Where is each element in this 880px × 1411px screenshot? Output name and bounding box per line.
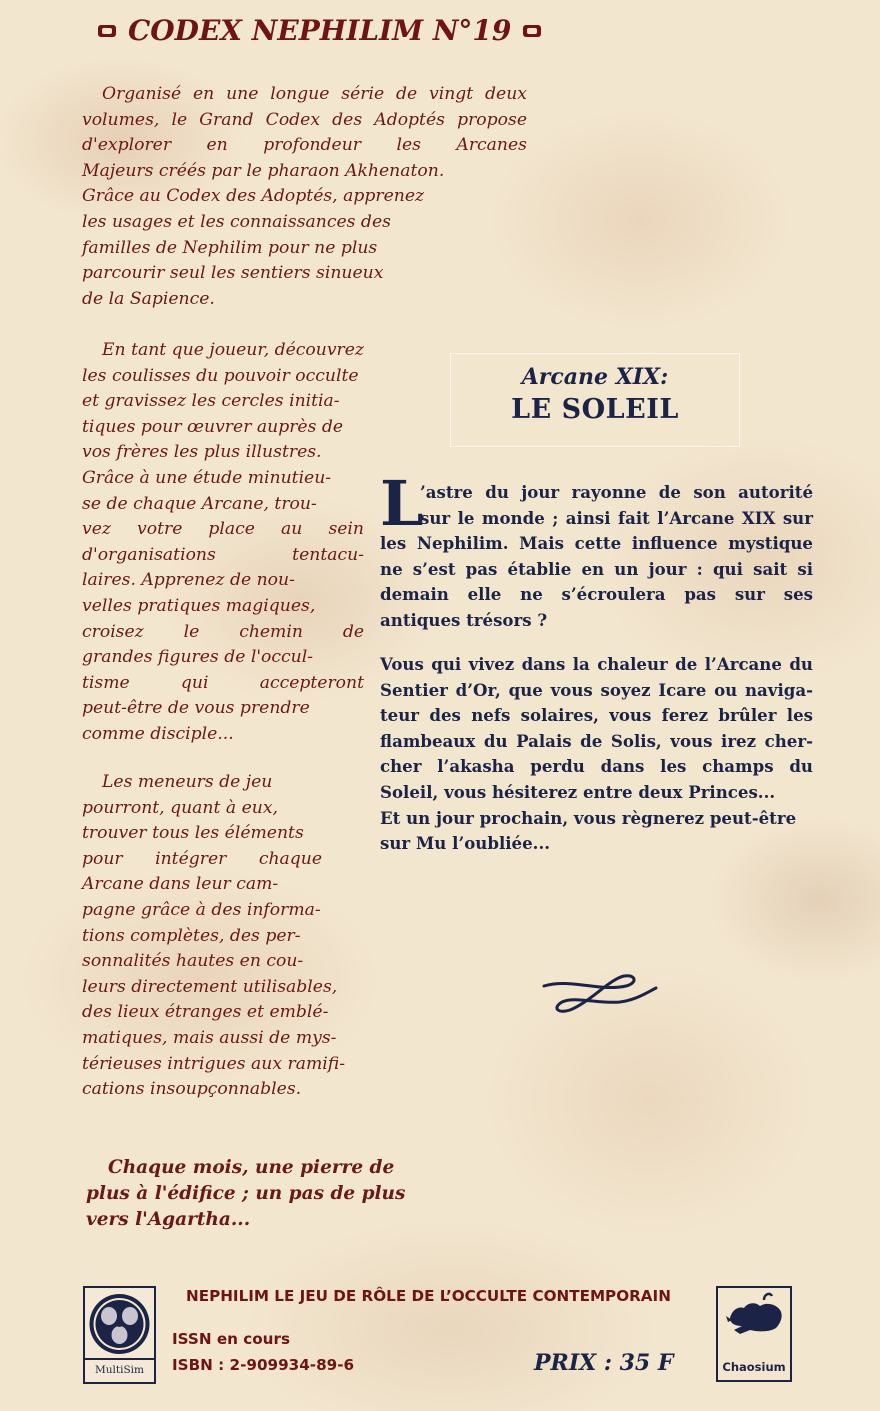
sun-detail-paragraph [380,652,813,857]
text-line: Sentier d’Or, que vous soyez Icare ou naviga- [380,679,813,700]
text-line: Les meneurs de jeu [102,772,273,792]
isbn-text: ISBN : 2-909934-89-6 [172,1356,355,1374]
text-line: tions complètes, des per- [82,925,301,946]
drop-cap: L [380,467,424,540]
chaosium-label: Chaosium [722,1360,786,1374]
text-line: familles de Nephilim pour ne plus [82,237,378,258]
arcane-subtitle: Arcane XIX: [521,364,669,390]
text-line: ne s’est pas établie en un jour : qui sait si [380,558,813,579]
text-line: les coulisses du pouvoir occulte [82,365,359,386]
mon-crest-icon [85,1288,154,1360]
ornament-icon-right [521,24,543,38]
text-line: flambeaux du Palais de Solis, vous irez cher- [380,730,813,751]
text-line: Grâce au Codex des Adoptés, apprenez [82,186,425,207]
text-line: volumes, le Grand Codex des Adoptés propose [82,109,527,130]
page-title [96,14,543,47]
text-line: laires. Apprenez de nou- [82,570,295,591]
text-line: Et un jour prochain, vous règnerez peut-être [380,807,797,828]
text-line: demain elle ne s’écroulera pas sur ses [380,584,813,605]
text-line: sur le monde ; ainsi fait l’Arcane XIX sur [420,507,813,528]
text-line: vers l'Agartha... [86,1209,251,1230]
text-line: leurs directement utilisables, [82,976,338,997]
text-line: peut-être de vous prendre [82,698,310,719]
text-line: Organisé en une longue série de vingt deux [102,84,527,104]
gamemaster-paragraph [82,770,346,1103]
text-line: ’astre du jour rayonne de son autorité [420,482,813,502]
text-line: térieuses intrigues aux ramifi- [82,1053,346,1074]
text-line: tiques pour œuvrer auprès de [82,416,344,437]
text-line: vos frères les plus illustres. [82,442,322,463]
text-line: tisme qui accepteront [82,672,364,693]
text-line: cations insoupçonnables. [82,1079,302,1100]
text-line: Arcane dans leur cam- [82,874,279,895]
text-line: les Nephilim. Mais cette influence mystique [380,533,813,554]
arcane-heading-box [450,353,740,447]
text-line: sonnalités hautes en cou- [82,951,304,972]
closing-tagline [86,1155,428,1233]
text-line: En tant que joueur, découvrez [102,340,364,360]
multisim-label: MultiSim [85,1358,154,1382]
text-line: trouver tous les éléments [82,823,304,844]
issn-text: ISSN en cours [172,1330,291,1348]
text-line: teur des nefs solaires, vous ferez brûler les [380,705,813,726]
text-line: d'organisations tentacu- [82,544,364,565]
player-paragraph [82,338,364,748]
text-line: comme disciple... [82,723,234,744]
sun-intro-paragraph [380,467,813,634]
text-line: sur Mu l’oubliée... [380,833,551,854]
intro-paragraph [82,82,527,312]
text-line: de la Sapience. [82,288,215,309]
text-line: grandes figures de l'occul- [82,647,314,668]
text-line: matiques, mais aussi de mys- [82,1027,337,1048]
text-line: Chaque mois, une pierre de [108,1157,395,1178]
text-line: pagne grâce à des informa- [82,899,321,920]
flourish-ornament-icon [540,972,660,1016]
dragon-icon [718,1288,790,1352]
text-line: cher l’akasha perdu dans les champs du [380,756,813,777]
arcane-title: LE SOLEIL [511,394,679,425]
price-label: PRIX : 35 F [534,1350,674,1376]
text-line: pour intégrer chaque [82,848,322,869]
text-line: pourront, quant à eux, [82,797,278,818]
text-line: Majeurs créés par le pharaon Akhenaton. [82,160,445,181]
text-line: Grâce à une étude minutieu- [82,467,332,488]
text-line: les usages et les connaissances des [82,211,391,232]
multisim-logo [83,1286,156,1384]
text-line: se de chaque Arcane, trou- [82,493,317,514]
text-line: plus à l'édifice ; un pas de plus [86,1183,406,1204]
text-line: parcourir seul les sentiers sinueux [82,263,384,284]
text-line: Soleil, vous hésiterez entre deux Princes... [380,781,776,802]
text-line: des lieux étranges et emblé- [82,1002,329,1023]
ornament-icon-left [96,24,118,38]
title-text: CODEX NEPHILIM N°19 [128,14,512,47]
chaosium-logo [716,1286,792,1382]
text-line: velles pratiques magiques, [82,595,316,616]
text-line: antiques trésors ? [380,609,548,630]
text-line: Vous qui vivez dans la chaleur de l’Arcane du [380,654,813,674]
text-line: d'explorer en profondeur les Arcanes [82,135,527,156]
footer-tagline: NEPHILIM LE JEU DE RÔLE DE L’OCCULTE CONTEMPORAIN [186,1287,671,1305]
text-line: et gravissez les cercles initia- [82,391,340,412]
text-line: vez votre place au sein [82,519,364,540]
text-line: croisez le chemin de [82,621,364,642]
